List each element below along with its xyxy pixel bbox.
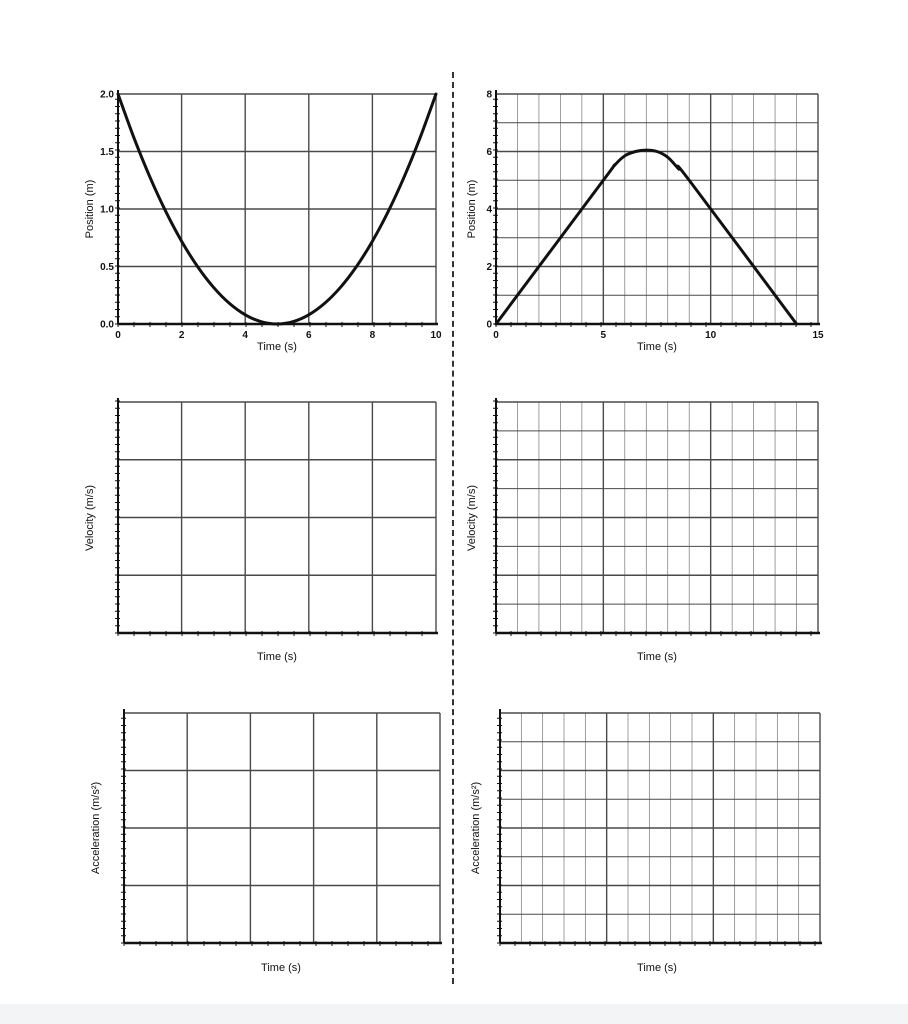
p1-x-tick-label: 2 [178,330,185,341]
p2-x-tick-label: 5 [600,330,607,341]
position-axis-label-right: Position (m) [466,179,478,239]
acceleration-axis-label-left: Acceleration (m/s²) [90,781,102,875]
acceleration-axis-label-right: Acceleration (m/s²) [470,781,482,875]
p1-y-tick-label: 2.0 [100,89,114,101]
time-axis-label-a1: Time (s) [261,962,301,974]
time-axis-label-p2: Time (s) [637,341,677,353]
p1-y-tick-label: 0.0 [100,319,114,331]
p2-x-tick-label: 0 [493,330,499,341]
position-axis-label-left: Position (m) [84,179,96,239]
p1-x-tick-label: 8 [369,330,376,341]
p1-x-tick-label: 4 [242,330,248,341]
time-axis-label-a2: Time (s) [637,962,677,974]
p1-y-tick-label: 0.5 [100,262,114,273]
p2-y-tick-label: 0 [486,319,492,331]
velocity-axis-label-right: Velocity (m/s) [466,484,478,552]
velocity-axis-label-left: Velocity (m/s) [84,484,96,552]
time-axis-label-p1: Time (s) [257,341,297,353]
p2-y-tick-label: 6 [486,147,492,158]
page-bottom-strip [0,1004,908,1024]
time-axis-label-v2: Time (s) [637,651,677,663]
p2-y-tick-label: 8 [486,89,492,101]
p1-y-tick-label: 1.5 [100,147,114,158]
p1-y-tick-label: 1.0 [100,204,114,216]
p2-x-tick-label: 10 [705,330,717,341]
p1-x-tick-label: 0 [115,330,121,341]
p2-y-tick-label: 4 [486,204,492,216]
p1-x-tick-label: 6 [306,330,312,341]
p2-x-tick-label: 15 [812,330,824,341]
p2-y-tick-label: 2 [486,262,492,273]
time-axis-label-v1: Time (s) [257,651,297,663]
p1-x-tick-label: 10 [430,330,442,341]
